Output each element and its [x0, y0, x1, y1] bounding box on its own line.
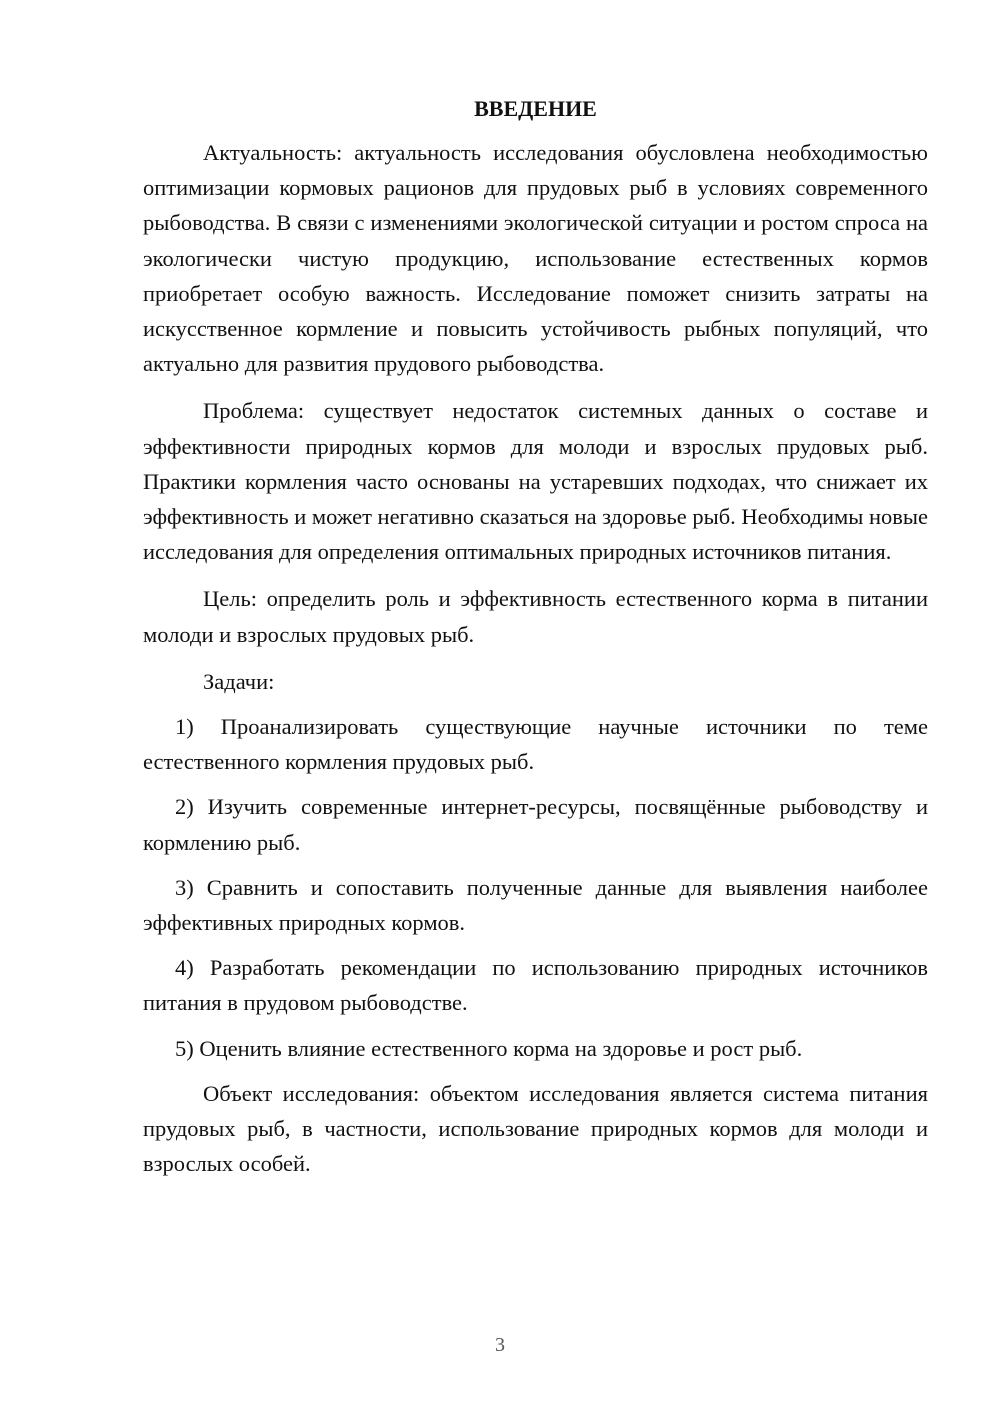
relevance-paragraph: Актуальность: актуальность исследования обусловлена необходимостью оптимизации кормовых рационов для прудовых рыб в условиях современного рыбоводства. В связи с изменениями экологической ситуации и ростом спроса на экологически чистую продукцию, использование естественных кормов приобретает особую важность. Исследование поможет снизить затраты на искусственное кормление и повысить устойчивость рыбных популяций, что актуально для развития прудового рыбоводства.	[143, 140, 928, 377]
problem-paragraph: Проблема: существует недостаток системных данных о составе и эффективности природных кормов для молоди и взрослых прудовых рыб. Практики кормления часто основаны на устаревших подходах, что снижает их эффективность и может негативно сказаться на здоровье рыб. Необходимы новые исследования для определения оптимальных природных источников питания.	[143, 398, 928, 565]
page-content	[143, 90, 928, 1193]
goal-paragraph: Цель: определить роль и эффективность естественного корма в питании молоди и взрослых прудовых рыб.	[143, 586, 928, 647]
task-item-5: 5) Оценить влияние естественного корма на здоровье и рост рыб.	[175, 1035, 803, 1061]
section-title: ВВЕДЕНИЕ	[474, 96, 597, 121]
tasks-list	[143, 709, 928, 1066]
object-paragraph: Объект исследования: объектом исследования является система питания прудовых рыб, в частности, использование природных кормов для молоди и взрослых особей.	[143, 1080, 928, 1177]
task-item-3: 3) Сравнить и сопоставить полученные данные для выявления наиболее эффективных природных кормов.	[143, 874, 928, 936]
task-item-1: 1) Проанализировать существующие научные источники по теме естественного кормления прудовых рыб.	[143, 714, 928, 775]
task-item-4: 4) Разработать рекомендации по использованию природных источников питания в прудовом рыбоводстве.	[143, 955, 928, 1016]
task-item-2: 2) Изучить современные интернет-ресурсы, посвящённые рыбоводству и кормлению рыб.	[143, 794, 928, 855]
page-number: 3	[495, 1334, 505, 1356]
tasks-heading: Задачи:	[203, 668, 275, 694]
